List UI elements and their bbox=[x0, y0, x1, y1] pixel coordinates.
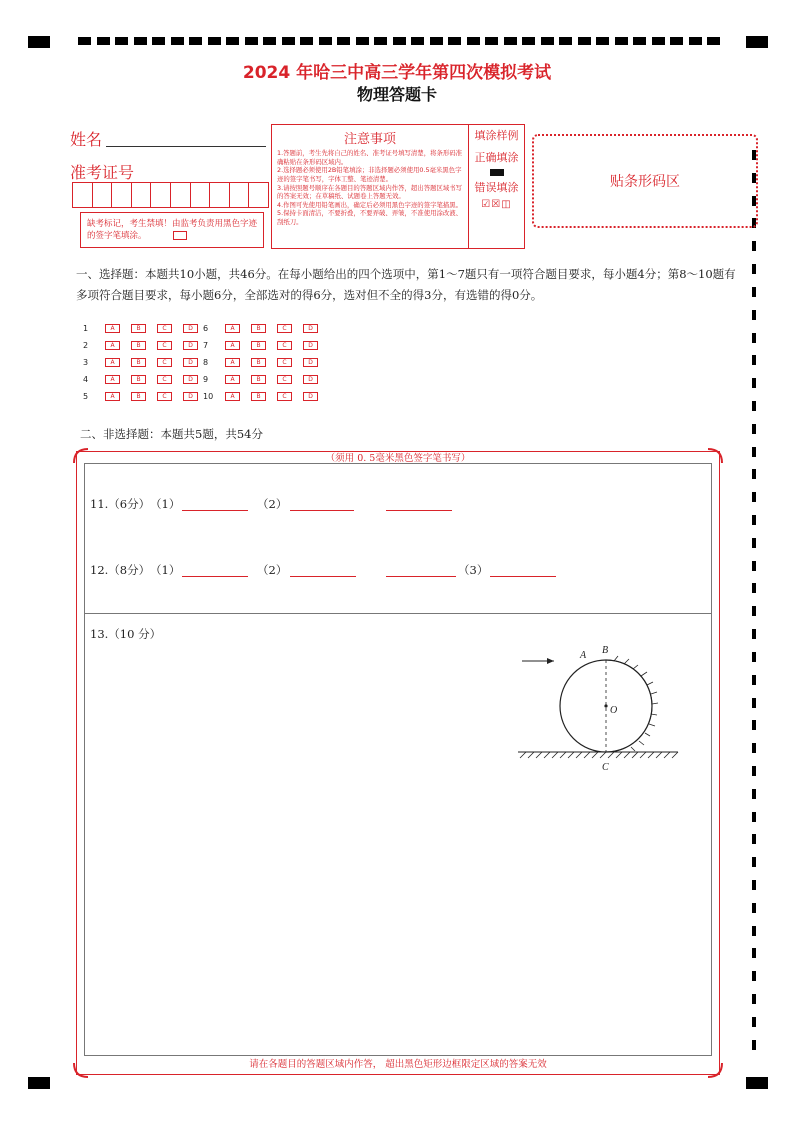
mc-option-bubble[interactable]: A bbox=[105, 341, 120, 350]
mc-option-bubble[interactable]: D bbox=[183, 341, 198, 350]
mc-question-row bbox=[83, 391, 209, 401]
mc-option-bubble[interactable]: A bbox=[225, 358, 240, 367]
exam-id-boxes[interactable] bbox=[72, 182, 269, 208]
registration-mark-bottom-right bbox=[746, 1077, 768, 1089]
notice-item: 1.答题前，考生先将自己的姓名、准考证号填写清楚，将条形码准确粘贴在条形码区域内。 bbox=[277, 149, 463, 166]
mc-option-bubble[interactable]: A bbox=[105, 324, 120, 333]
mc-option-bubble[interactable]: D bbox=[183, 324, 198, 333]
mc-question-row bbox=[203, 323, 329, 333]
mc-question-number: 7 bbox=[203, 340, 209, 350]
q12-blank-4[interactable] bbox=[490, 575, 556, 577]
mc-question-row bbox=[203, 374, 329, 384]
mc-question-number: 10 bbox=[203, 391, 214, 401]
mc-option-bubble[interactable]: A bbox=[105, 358, 120, 367]
mc-option-bubble[interactable]: A bbox=[225, 375, 240, 384]
mc-option-bubble[interactable]: B bbox=[251, 375, 266, 384]
notice-item: 4.作图可先使用铅笔画出，确定后必须用黑色字迹的签字笔描黑。 bbox=[277, 200, 463, 209]
mc-option-bubble[interactable]: C bbox=[277, 341, 292, 350]
registration-mark-top-right bbox=[746, 36, 768, 48]
mc-option-bubble[interactable]: B bbox=[131, 375, 146, 384]
fill-sample-title: 填涂样例 bbox=[474, 129, 519, 142]
q11-blank-3[interactable] bbox=[386, 509, 452, 511]
q11-part2-label: （2） bbox=[257, 497, 288, 511]
notice-item: 3.请按照题号顺序在各题目的答题区域内作答，超出答题区域书写的答案无效；在草稿纸、试题卷上答题无效。 bbox=[277, 183, 463, 201]
mc-option-bubble[interactable]: B bbox=[131, 392, 146, 401]
q11-blank-2[interactable] bbox=[290, 509, 354, 511]
frame-top-note: （须用 0. 5毫米黑色签字笔书写） bbox=[325, 453, 471, 464]
fill-sample-panel bbox=[469, 124, 525, 249]
q13-label: 13.（10 分） bbox=[90, 627, 162, 641]
mc-question-row bbox=[83, 357, 209, 367]
mc-option-bubble[interactable]: D bbox=[303, 341, 318, 350]
mc-option-bubble[interactable]: A bbox=[105, 392, 120, 401]
registration-mark-top-left bbox=[28, 36, 50, 48]
barcode-area bbox=[532, 134, 758, 228]
mc-option-bubble[interactable]: A bbox=[225, 324, 240, 333]
mc-option-bubble[interactable]: C bbox=[157, 324, 172, 333]
q13-figure bbox=[510, 640, 690, 775]
mc-option-bubble[interactable]: C bbox=[157, 358, 172, 367]
mc-question-number: 6 bbox=[203, 323, 209, 333]
mc-question-number: 2 bbox=[83, 340, 89, 350]
mc-option-bubble[interactable]: D bbox=[303, 375, 318, 384]
mc-option-bubble[interactable]: A bbox=[225, 392, 240, 401]
mc-question-number: 9 bbox=[203, 374, 209, 384]
q12-part1-label: （1） bbox=[150, 563, 181, 577]
figure-label-o: O bbox=[610, 705, 618, 716]
q11-blank-1[interactable] bbox=[182, 509, 248, 511]
mc-option-bubble[interactable]: D bbox=[303, 358, 318, 367]
absent-checkbox[interactable] bbox=[173, 231, 187, 240]
q12-blank-2[interactable] bbox=[290, 575, 356, 577]
mc-question-number: 5 bbox=[83, 391, 89, 401]
mc-question-row bbox=[203, 357, 329, 367]
section1-instructions: 一、选择题：本题共10小题，共46分。在每小题给出的四个选项中，第1～7题只有一项符合题目要求，每小题4分；第8～10题有多项符合题目要求，每小题6分，全部选对的得6分，选对但不全的得3分，有选错的得0分。 bbox=[76, 267, 736, 302]
frame-bottom-note: 请在各题目的答题区域内作答， 超出黑色矩形边框限定区域的答案无效 bbox=[249, 1059, 547, 1070]
notice-item: 2.选择题必须使用2B铅笔填涂；非选择题必须使用0.5毫米黑色字迹的签字笔书写，字体工整、笔迹清楚。 bbox=[277, 166, 462, 183]
notice-item: 5.保持卡面清洁，不要折叠，不要弄破、弄皱，不准使用涂改液、刮纸刀。 bbox=[277, 209, 463, 227]
q12-part3-label: （3） bbox=[458, 563, 489, 577]
mc-option-bubble[interactable]: B bbox=[131, 341, 146, 350]
mc-question-number: 4 bbox=[83, 374, 89, 384]
exam-id-label: 准考证号 bbox=[70, 163, 135, 182]
q11-label: 11.（6分） bbox=[90, 497, 151, 511]
mc-option-bubble[interactable]: B bbox=[251, 341, 266, 350]
wrong-fill-label: 错误填涂 bbox=[474, 181, 519, 194]
mc-question-row bbox=[83, 340, 209, 350]
mc-question-number: 1 bbox=[83, 323, 89, 333]
notice-title: 注意事项 bbox=[343, 132, 396, 147]
timing-strip-top bbox=[78, 37, 720, 45]
absent-mark-box bbox=[80, 212, 264, 248]
absent-note: 缺考标记，考生禁填！由监考负责用黑色字迹的签字笔填涂。 bbox=[87, 219, 258, 242]
answer-sheet-subtitle: 物理答题卡 bbox=[356, 85, 437, 104]
mc-option-bubble[interactable]: B bbox=[251, 324, 266, 333]
mc-option-bubble[interactable]: C bbox=[157, 341, 172, 350]
correct-fill-mark bbox=[490, 169, 504, 176]
timing-strip-right bbox=[752, 150, 756, 1050]
mc-question-row bbox=[203, 391, 329, 401]
q12-blank-1[interactable] bbox=[182, 575, 248, 577]
mc-option-bubble[interactable]: A bbox=[225, 341, 240, 350]
mc-option-bubble[interactable]: C bbox=[157, 375, 172, 384]
exam-title: 2024 年哈三中高三学年第四次模拟考试 bbox=[242, 63, 552, 83]
correct-fill-label: 正确填涂 bbox=[474, 151, 519, 164]
q12-blank-3[interactable] bbox=[386, 575, 456, 577]
mc-question-number: 8 bbox=[203, 357, 209, 367]
mc-question-number: 3 bbox=[83, 357, 89, 367]
barcode-label: 贴条形码区 bbox=[610, 174, 680, 190]
figure-label-c: C bbox=[602, 762, 609, 773]
mc-option-bubble[interactable]: A bbox=[105, 375, 120, 384]
mc-option-bubble[interactable]: D bbox=[183, 358, 198, 367]
mc-option-bubble[interactable]: B bbox=[251, 392, 266, 401]
mc-option-bubble[interactable]: D bbox=[183, 392, 198, 401]
mc-question-row bbox=[83, 374, 209, 384]
mc-option-bubble[interactable]: D bbox=[303, 324, 318, 333]
answer-divider bbox=[84, 613, 712, 614]
mc-option-bubble[interactable]: C bbox=[277, 358, 292, 367]
mc-option-bubble[interactable]: C bbox=[157, 392, 172, 401]
q11-part1-label: （1） bbox=[150, 497, 181, 511]
figure-label-b: B bbox=[602, 645, 609, 656]
section2-instructions: 二、非选择题：本题共5题，共54分 bbox=[80, 427, 263, 441]
mc-question-row bbox=[83, 323, 209, 333]
mc-option-bubble[interactable]: D bbox=[303, 392, 318, 401]
wrong-fill-marks: ☑☒◫ bbox=[481, 199, 512, 210]
notice-panel bbox=[271, 124, 469, 249]
mc-option-bubble[interactable]: B bbox=[131, 324, 146, 333]
mc-option-bubble[interactable]: B bbox=[251, 358, 266, 367]
mc-question-row bbox=[203, 340, 329, 350]
q12-part2-label: （2） bbox=[257, 563, 288, 577]
mc-option-bubble[interactable]: C bbox=[277, 324, 292, 333]
mc-option-bubble[interactable]: C bbox=[277, 392, 292, 401]
registration-mark-bottom-left bbox=[28, 1077, 50, 1089]
name-label: 姓名 bbox=[70, 130, 103, 149]
mc-option-bubble[interactable]: C bbox=[277, 375, 292, 384]
mc-option-bubble[interactable]: B bbox=[131, 358, 146, 367]
mc-option-bubble[interactable]: D bbox=[183, 375, 198, 384]
name-field[interactable] bbox=[106, 146, 266, 147]
figure-label-a: A bbox=[580, 650, 587, 661]
q12-label: 12.（8分） bbox=[90, 563, 151, 577]
